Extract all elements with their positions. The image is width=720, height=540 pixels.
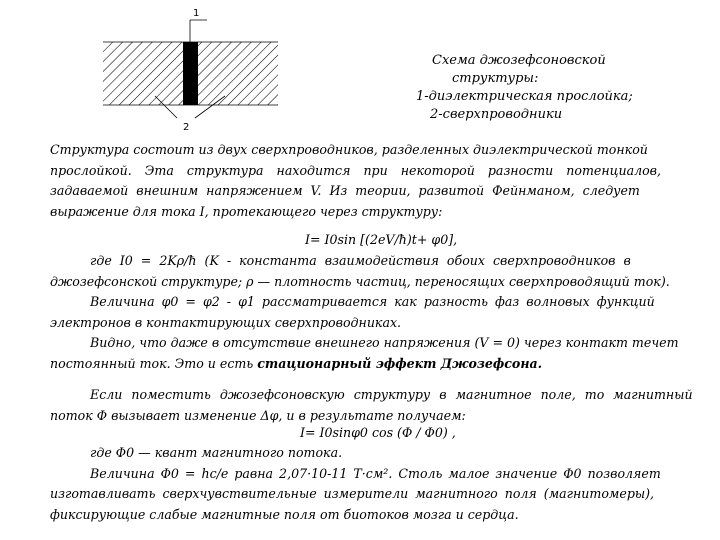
dielectric-layer bbox=[183, 42, 198, 105]
paragraph-flux-quantum bbox=[50, 443, 670, 525]
p2-line-3: Величина φ0 = φ2 - φ1 рассматривается как разность фаз волновых функций bbox=[90, 294, 655, 309]
josephson-structure-diagram bbox=[95, 0, 285, 140]
label-2: 2 bbox=[183, 122, 190, 133]
p1-line-4: выражение для тока I, протекающего через структуру: bbox=[50, 203, 443, 219]
paragraph-explanation bbox=[50, 251, 679, 374]
caption-line-4: 2-сверхпроводники bbox=[430, 107, 563, 122]
p3-line-1: Если поместить джозефсоновскую структуру в магнитное поле, то магнитный bbox=[90, 387, 693, 402]
p1-line-1: Структура состоит из двух сверхпроводников, разделенных диэлектрической тонкой bbox=[50, 142, 648, 157]
formula-magnetic-current: I= I0sinφ0 cos (Φ / Φ0) , bbox=[300, 425, 456, 440]
p1-line-3: задаваемой внешним напряжением V. Из теории, развитой Фейнманом, следует bbox=[50, 183, 640, 198]
paragraph-structure bbox=[50, 140, 670, 222]
p2-line-5: Видно, что даже в отсутствие внешнего напряжения (V = 0) через контакт течет bbox=[90, 335, 679, 350]
p4-line-2: Величина Φ0 = hc/e равна 2,07·10-11 T·cм². Столь малое значение Φ0 позволяет bbox=[90, 465, 661, 481]
p2-line-4: электронов в контактирующих сверхпроводниках. bbox=[50, 314, 402, 330]
superconductor-left bbox=[103, 42, 183, 105]
p3-line-2: поток Φ вызывает изменение Δφ, и в результате получаем: bbox=[50, 407, 466, 423]
p2-line-6 bbox=[50, 354, 670, 375]
p2-line-6-text: постоянный ток. Это и есть bbox=[50, 355, 258, 371]
paragraph-magnetic-field bbox=[50, 385, 693, 426]
p4-line-4: фиксирующие слабые магнитные поля от биотоков мозга и сердца. bbox=[50, 506, 519, 522]
caption-line-1: Схема джозефсоновской bbox=[432, 53, 606, 68]
caption-line-3: 1-диэлектрическая прослойка; bbox=[416, 89, 633, 104]
formula-josephson-current: I= I0sin [(2eV/ħ)t+ φ0], bbox=[305, 232, 458, 247]
diagram-caption bbox=[400, 52, 650, 124]
p2-line-2: джозефсонской структуре; ρ — плотность частиц, переносящих сверхпроводящий ток). bbox=[50, 273, 670, 289]
superconductor-right bbox=[198, 42, 278, 105]
p1-line-2: прослойкой. Эта структура находится при некоторой разности потенциалов, bbox=[50, 162, 662, 178]
p4-line-3: изготавливать сверхчувствительные измерители магнитного поля (магнитомеры), bbox=[50, 486, 655, 501]
label-1: 1 bbox=[193, 8, 200, 19]
p2-line-1: где I0 = 2Kρ/ħ (K - константа взаимодействия обоих сверхпроводников в bbox=[90, 253, 631, 268]
stationary-effect-term: стационарный эффект Джозефсона. bbox=[257, 355, 543, 371]
p4-line-1: где Φ0 — квант магнитного потока. bbox=[90, 445, 343, 460]
caption-line-2: структуры: bbox=[452, 71, 539, 86]
